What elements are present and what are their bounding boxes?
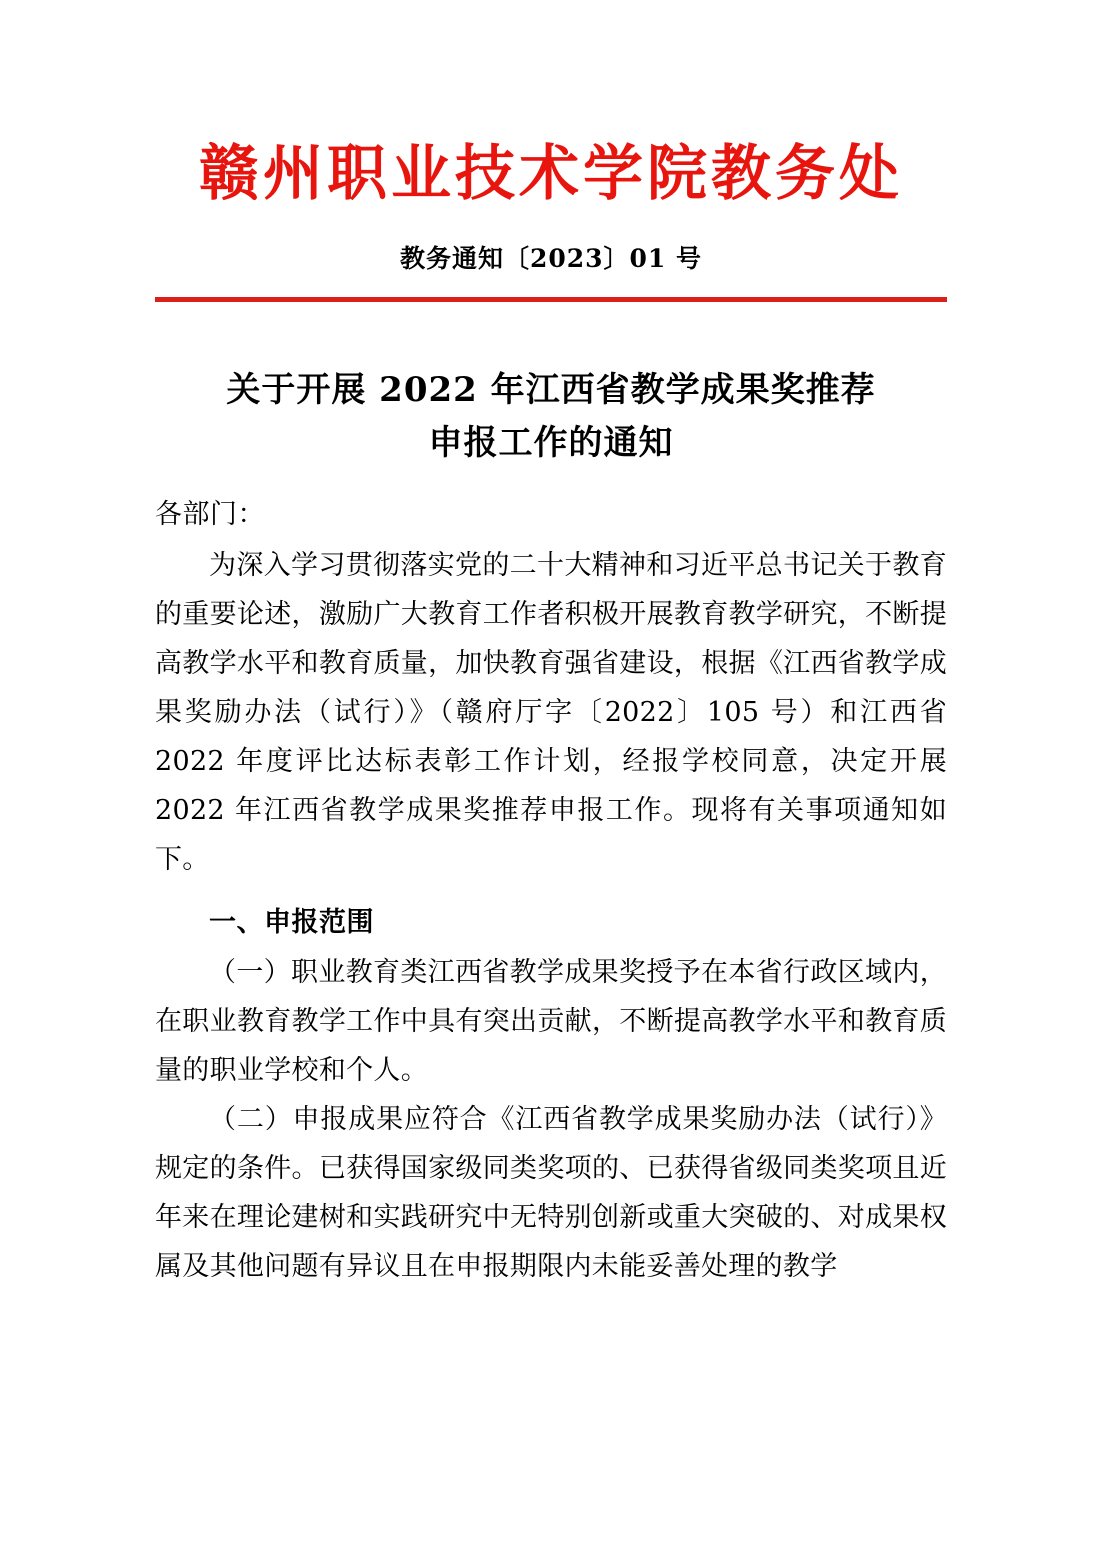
red-divider-rule: [155, 297, 947, 302]
intro-paragraph: 为深入学习贯彻落实党的二十大精神和习近平总书记关于教育的重要论述，激励广大教育工作者积极开展教育教学研究，不断提高教学水平和教育质量，加快教育强省建设，根据《江西省教学成果奖励办法（试行）》（赣府厅字〔2022〕105 号）和江西省 2022 年度评比达标表彰工作计划，经报学校同意，决定开展 2022 年江西省教学成果奖推荐申报工作。现将有关事项通知如下。: [155, 549, 947, 876]
section-heading-scope: 一、申报范围: [209, 907, 374, 939]
document-title-line-2: 申报工作的通知: [428, 422, 674, 463]
salutation: 各部门：: [155, 499, 265, 531]
document-number: 教务通知〔2023〕01 号: [399, 244, 703, 273]
section-item-1: （一）职业教育类江西省教学成果奖授予在本省行政区域内，在职业教育教学工作中具有突出贡献，不断提高教学水平和教育质量的职业学校和个人。: [155, 956, 947, 1086]
document-title-line-1: 关于开展 2022 年江西省教学成果奖推荐: [226, 370, 876, 410]
document-title: [155, 364, 947, 469]
issuing-organization-title: 赣州职业技术学院教务处: [199, 139, 903, 209]
document-header: [155, 0, 947, 275]
section-item-2: （二）申报成果应符合《江西省教学成果奖励办法（试行）》规定的条件。已获得国家级同类奖项的、已获得省级同类奖项且近年来在理论建树和实践研究中无特别创新或重大突破的、对成果权属及其他问题有异议且在申报期限内未能妥善处理的教学: [155, 1103, 947, 1283]
